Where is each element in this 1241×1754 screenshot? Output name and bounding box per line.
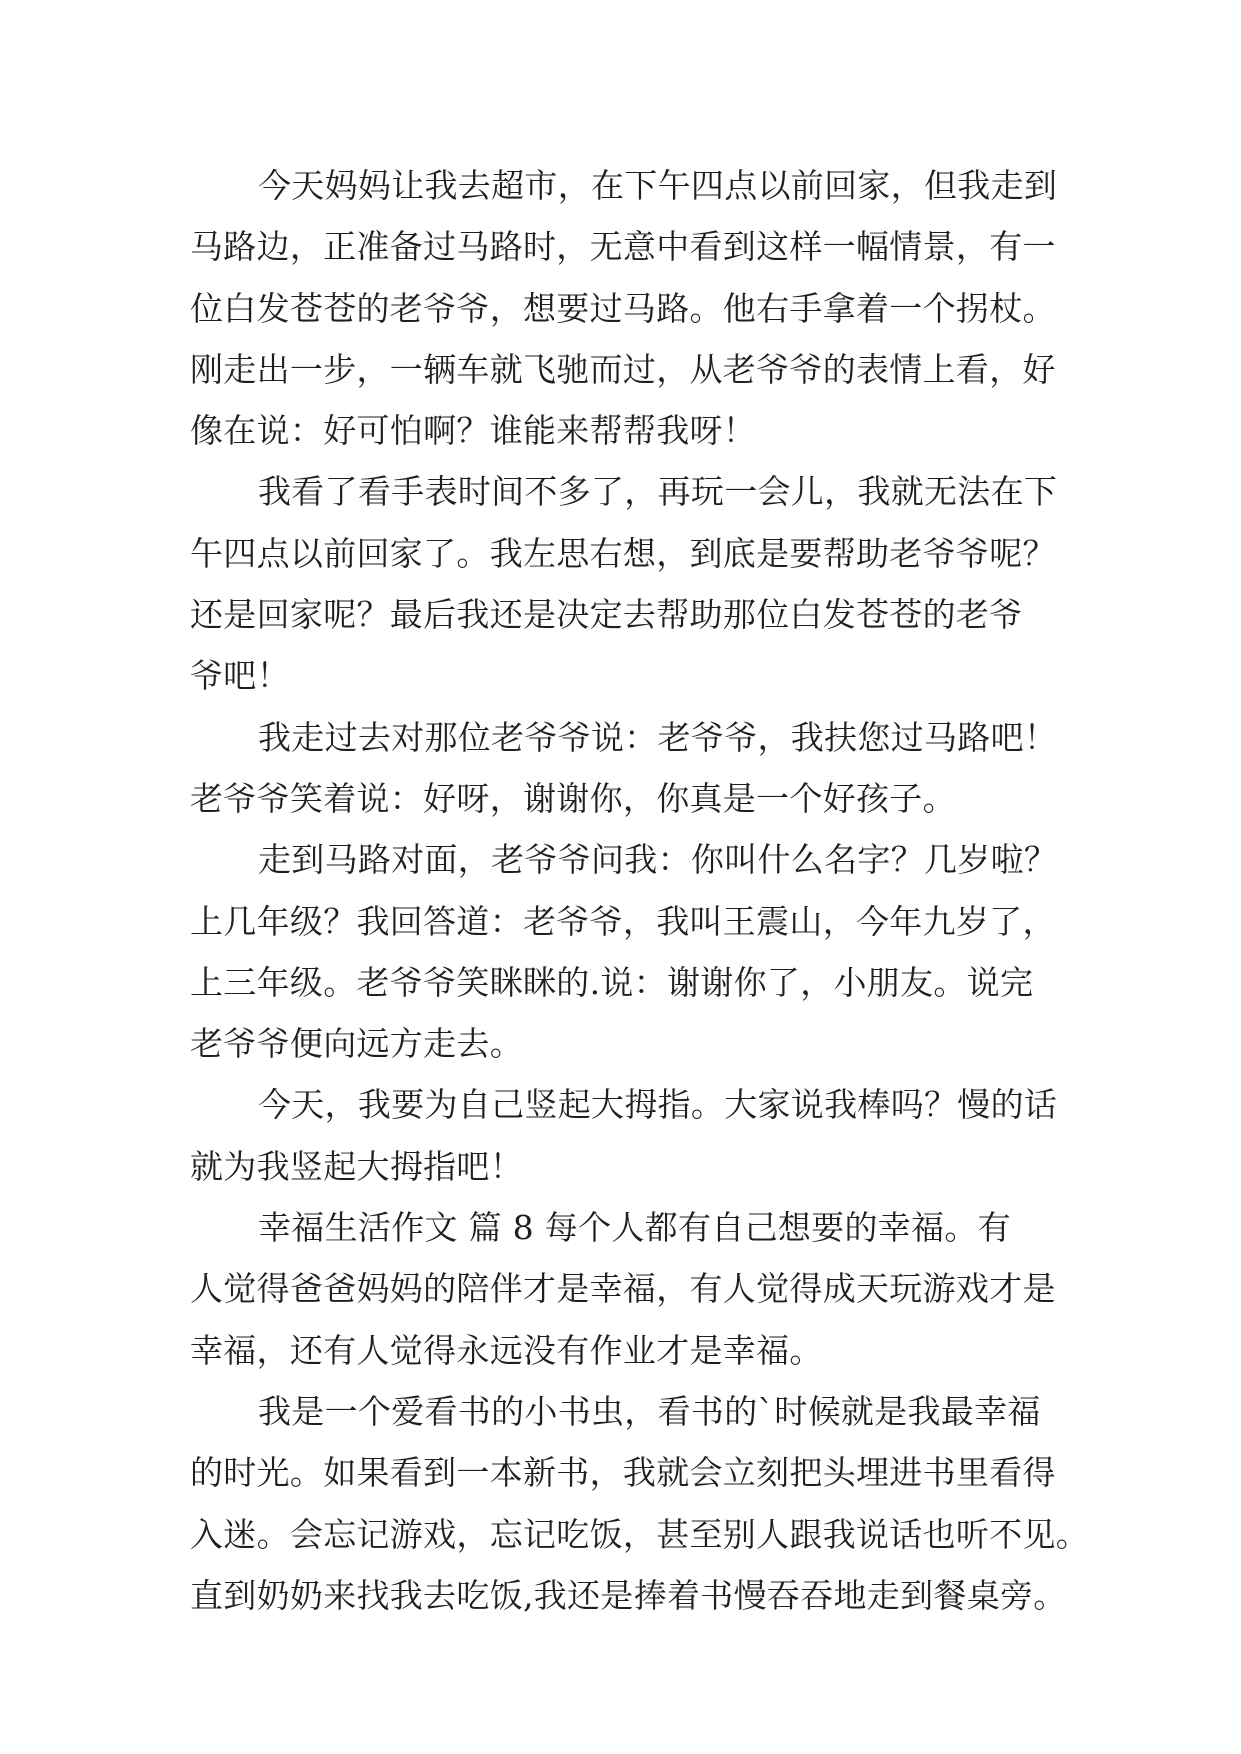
- document-body: [190, 155, 1090, 1626]
- text-line: 位白发苍苍的老爷爷，想要过马路。他右手拿着一个拐杖。: [190, 288, 1056, 328]
- text-line: 入迷。会忘记游戏，忘记吃饭，甚至别人跟我说话也听不见。: [190, 1514, 1090, 1554]
- paragraph-7: [190, 1381, 1090, 1626]
- paragraph-3: [190, 707, 1070, 830]
- paragraph-2: [190, 461, 1070, 706]
- text-line: 人觉得爸爸妈妈的陪伴才是幸福，有人觉得成天玩游戏才是: [190, 1269, 1056, 1309]
- text-line: 上几年级？我回答道：老爷爷，我叫王震山，今年九岁了，: [190, 901, 1056, 941]
- text-line: 上三年级。老爷爷笑眯眯的.说：谢谢你了，小朋友。说完: [190, 962, 1034, 1002]
- text-line: 的时光。如果看到一本新书，我就会立刻把头埋进书里看得: [190, 1453, 1056, 1493]
- text-line: 老爷爷笑着说：好呀，谢谢你，你真是一个好孩子。: [190, 778, 956, 818]
- text-line: 今天，我要为自己竖起大拇指。大家说我棒吗？慢的话: [258, 1085, 1058, 1125]
- text-line: 幸福生活作文 篇 8 每个人都有自己想要的幸福。有: [258, 1208, 1011, 1248]
- text-line: 今天妈妈让我去超市，在下午四点以前回家，但我走到: [258, 166, 1058, 205]
- text-line: 像在说：好可怕啊？谁能来帮帮我呀！: [190, 411, 757, 451]
- text-line: 还是回家呢？最后我还是决定去帮助那位白发苍苍的老爷: [190, 595, 1023, 635]
- paragraph-4: [190, 829, 1070, 1074]
- text-line: 我看了看手表时间不多了，再玩一会儿，我就无法在下: [258, 472, 1058, 512]
- text-line: 爷吧！: [190, 656, 290, 696]
- text-line: 直到奶奶来找我去吃饭,我还是捧着书慢吞吞地走到餐桌旁。: [190, 1575, 1067, 1615]
- text-line: 午四点以前回家了。我左思右想，到底是要帮助老爷爷呢？: [190, 533, 1056, 573]
- text-line: 老爷爷便向远方走去。: [190, 1024, 523, 1064]
- paragraph-5: [190, 1074, 1070, 1197]
- text-line: 我走过去对那位老爷爷说：老爷爷，我扶您过马路吧！: [258, 717, 1058, 757]
- text-line: 马路边，正准备过马路时，无意中看到这样一幅情景，有一: [190, 227, 1056, 267]
- text-line: 走到马路对面，老爷爷问我：你叫什么名字？几岁啦？: [258, 840, 1058, 880]
- paragraph-1: [190, 155, 1070, 461]
- text-line: 幸福，还有人觉得永远没有作业才是幸福。: [190, 1330, 823, 1370]
- text-line: 就为我竖起大拇指吧！: [190, 1146, 523, 1186]
- paragraph-6: [190, 1197, 1070, 1381]
- text-line: 我是一个爱看书的小书虫，看书的`时候就是我最幸福: [258, 1391, 1041, 1431]
- text-line: 刚走出一步，一辆车就飞驰而过，从老爷爷的表情上看，好: [190, 349, 1056, 389]
